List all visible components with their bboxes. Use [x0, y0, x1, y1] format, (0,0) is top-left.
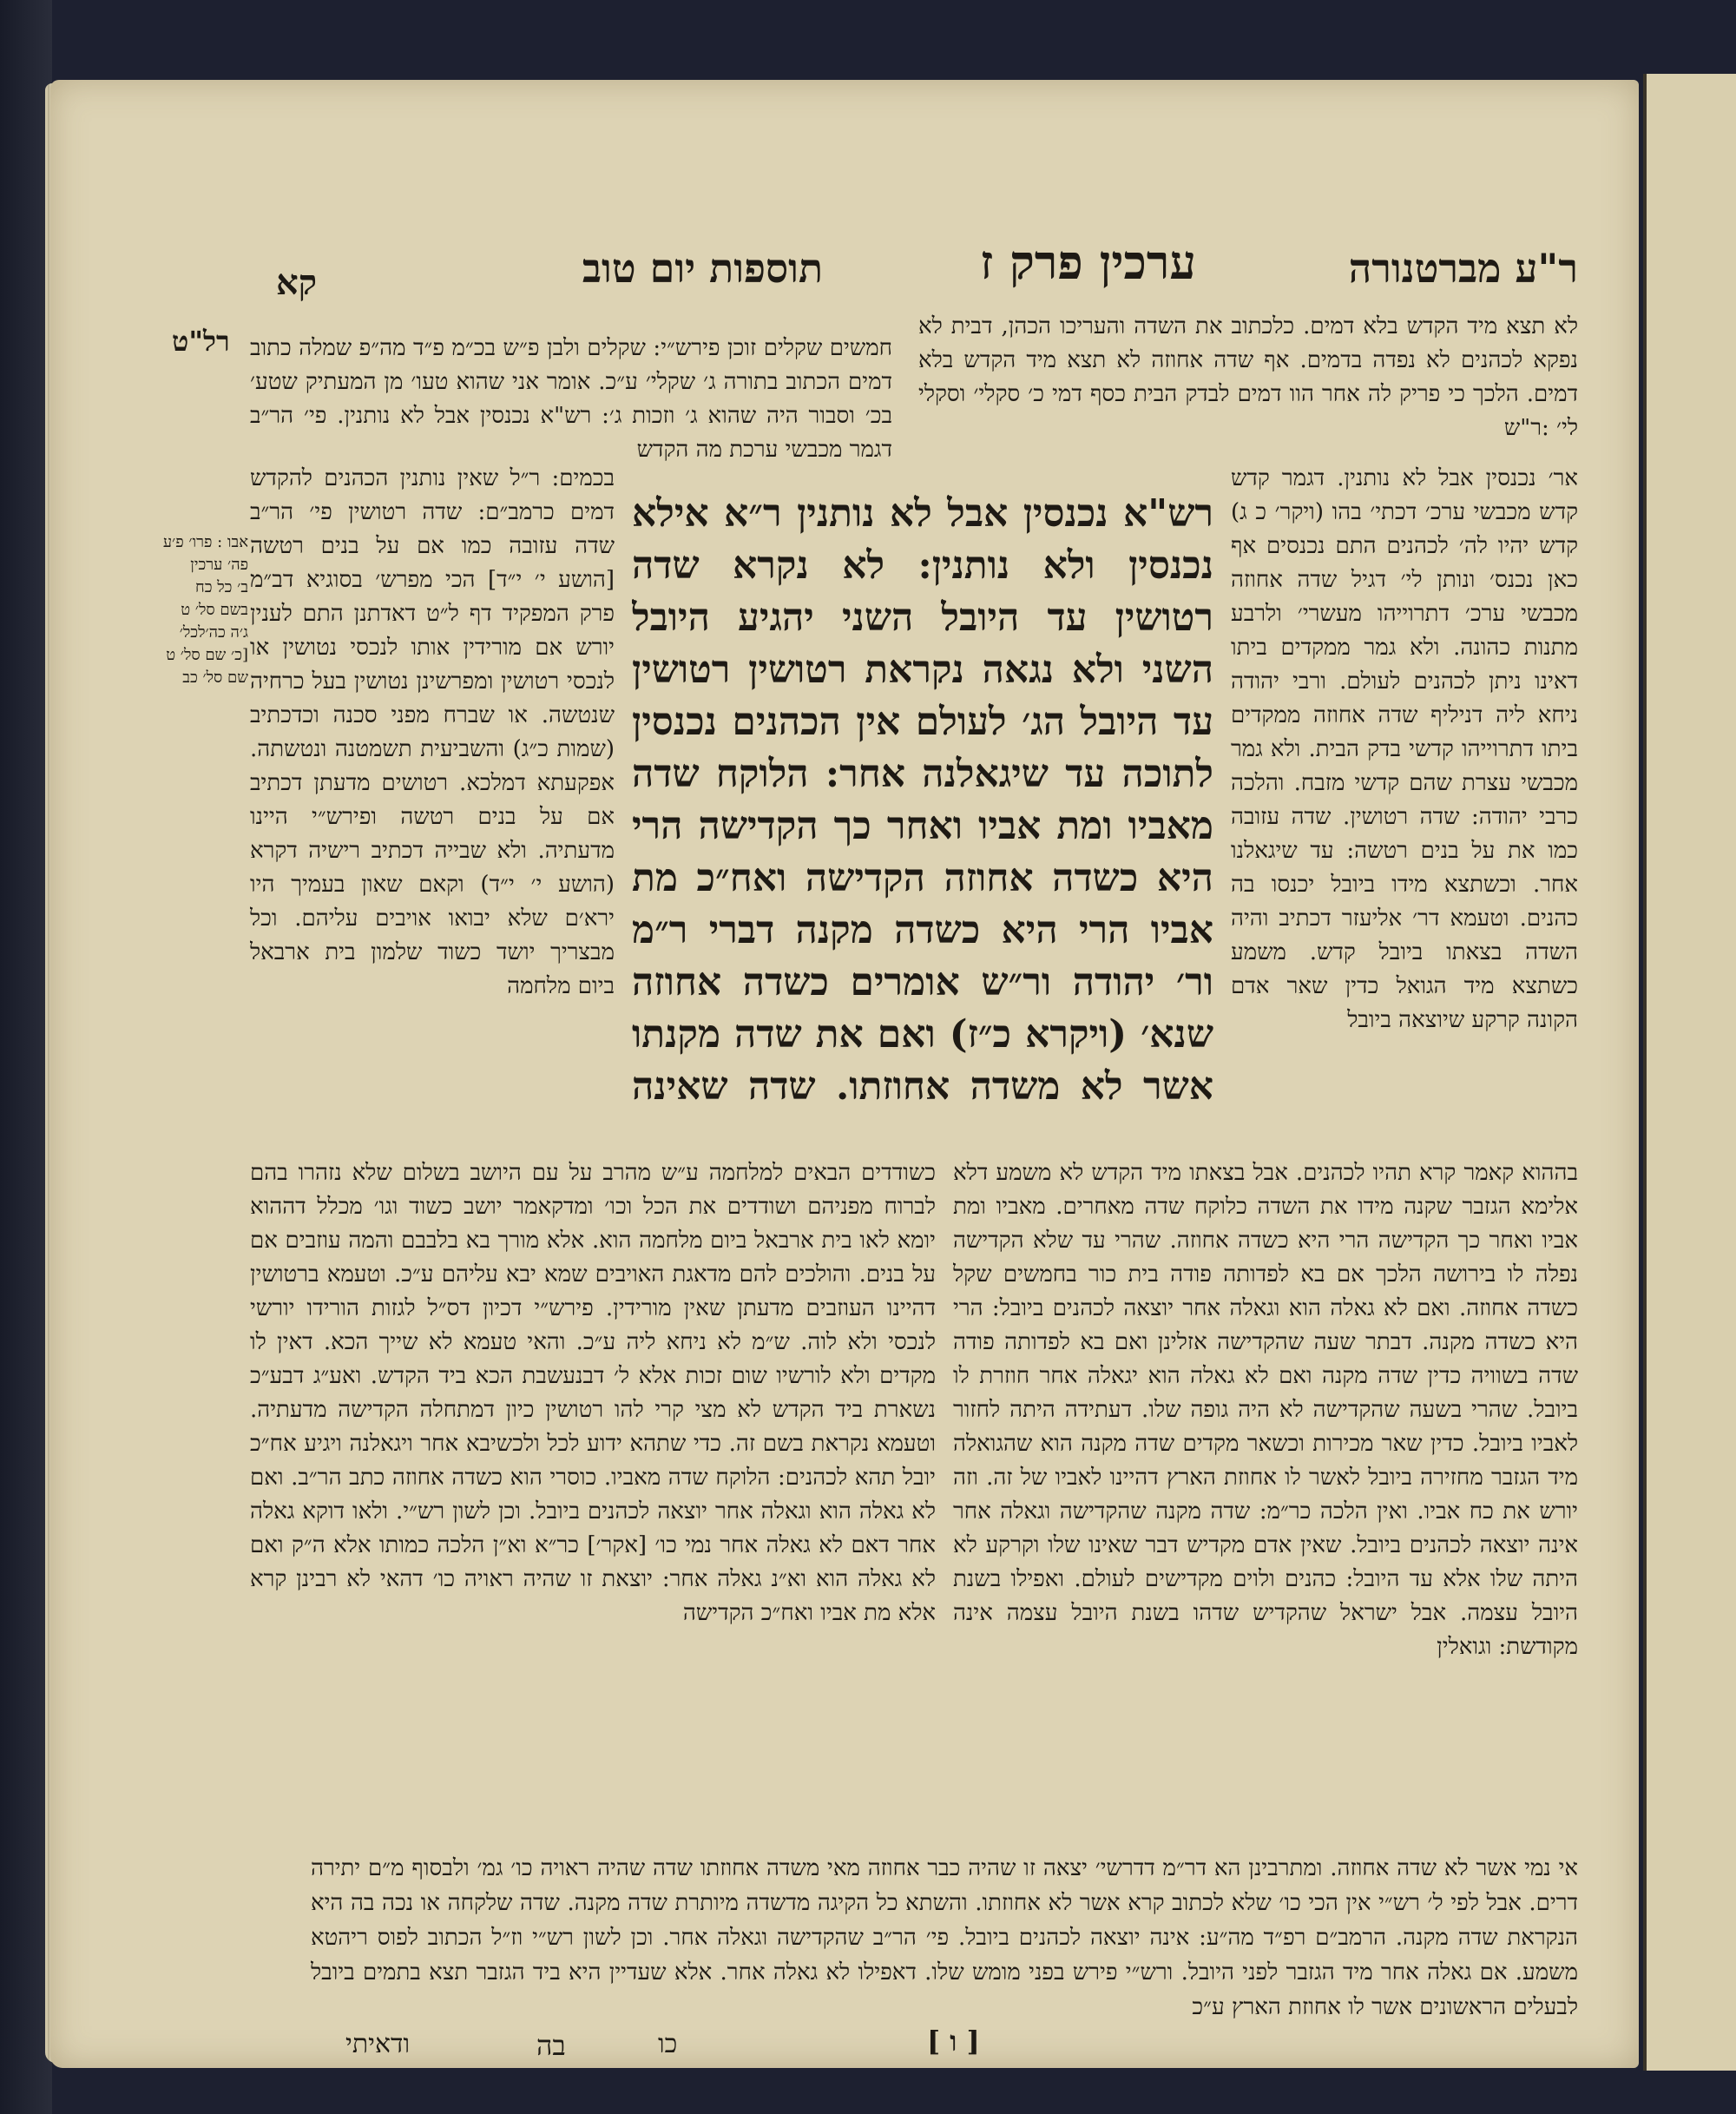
bartenura-top-text: לא תצא מיד הקדש בלא דמים. כלכתוב את השדה והעריכו הכהן, דבית לא נפקא לכהנים לא נפדה בדמים. אף שדה אחוזה לא תצא מיד הקדש בלא דמים. הלכך כי פריק לה אחר הוו דמים לבדק הבית כסף דמי כ׳ סקלי׳ וסקלי לי׳ :ר"ש — [918, 313, 1578, 441]
header-commentary-left: תוספות יום טוב — [582, 245, 823, 292]
catchword-left: ודאיתי — [345, 2029, 411, 2059]
facing-page-edge — [1643, 74, 1736, 2071]
bartenura-lower-text: בההוא קאמר קרא תהיו לכהנים. אבל בצאתו מיד הקדש לא משמע דלא אלימא הגזבר שקנה מידו את השדה כלוקח שדה מאחרים. מאביו ומת אביו ואחר כך הקדישה הרי היא כשדה אחוזה. שהרי עד שלא הקדישה נפלה לו בירושה הלכך אם בא לפדותה פודה בית כור בחמשים שקל כשדה אחוזה. ואם לא גאלה הוא וגאלה אחר יוצאה לכהנים ביובל: הרי היא כשדה מקנה. דבתר שעה שהקדישה אזלינן ואם בא לפדותה פודה שדה בשוויה כדין שדה מקנה ואם לא גאלה הוא יגאלה אחר חוזרת לו ביובל. שהרי בשעה שהקדישה לא היה גופה שלו. דעתידה היתה לחזור לאביו ביובל. כדין שאר מכירות וכשאר מקדים שדה מקנה הוא שהגואלה מיד הגזבר מחזירה ביובל לאשר לו אחוזת הארץ דהיינו לאביו של זה. וזה יורש את כח אביו. ואין הלכה כר״מ: שדה מקנה שהקדישה וגאלה אחר אינה יוצאה לכהנים ביובל. שאין אדם מקדיש דבר שאינו שלו וקרקע לא היתה שלו אלא עד היובל: כהנים ולוים מקדישים לעולם. ואפילו בשנת היובל עצמה. אבל ישראל שהקדיש שדהו בשנת היובל עצמה אינה מקודשת: וגואלין — [953, 1160, 1578, 1660]
bartenura-top — [918, 310, 1578, 449]
tosafot-top — [250, 332, 892, 471]
tosafot-column-text: בכמים: ר״ל שאין נותנין הכהנים להקדש דמים כרמב״ם: שדה רטושין פי׳ הר״ב שדה עזובה כמו אם על בנים רטשה [הושע י׳ י״ד] הכי מפרש׳ בסוגיא דב״מ פרק המפקיד דף ל״ט דאדתנן התם לענין יורש אם מורידין אותו לנכסי נטושין או לנכסי רטושין ומפרשינן נטושין בעל כרחיה שנטשה. או שברח מפני סכנה וכדכתיב (שמות כ״ג) והשביעית תשמטנה ונטשתה. אפקעתא דמלכא. רטושים מדעתן דכתיב אם על בנים רטשה ופירש״י היינו מדעתיה. ולא שבייה דכתיב רישיה דקרא (הושע י׳ י״ד) וקאם שאון בעמיך היו ירא׳ם שלא יבואו אויבים עליהם. וכל מבצריך יושד כשוד שלמון בית ארבאל ביום מלחמה — [250, 465, 615, 999]
tosafot-top-text: חמשים שקלים זוכן פירש״י: שקלים ולבן פ״ש בכ״מ פ״ד מה״פ שמלה כתוב דמים הכתוב בתורה ג׳ שקלי׳ ע״כ. אומר אני שהוא טעו׳ מן המעתיק שטע׳ בכ׳ וסבור היה שהוא ג׳ וזכות ג׳: רש"א נכנסין אבל לא נותנין. פי׳ הר״ב דגמר מכבשי ערכת מה הקדש — [250, 335, 892, 463]
bartenura-column — [1231, 462, 1578, 1156]
signature-mark: [ ו ] — [927, 2025, 980, 2058]
binding-shadow — [0, 0, 52, 2114]
tosafot-bottom-text: אי נמי אשר לא שדה אחוזה. ומתרבינן הא דר״מ דדרשי׳ יצאה זו שהיה כבר אחוזה מאי משדה אחוזתו שדה שהיה ראויה כו׳ גמ׳ ולבסוף מ״ם יתירה דרים. אבל לפי ל׳ רש״י אין הכי כו׳ שלא לכתוב קרא אשר לא אחוזתו. והשתא כל הקיגה מדשדה מיותרת שדה מקנה. שדה שלקחה או נכה בה היא הנקראת שדה מקנה. הרמב״ם רפ״ד מה״ע: אינה יוצאה לכהנים ביובל. פי׳ הר״ב שהקדישה וגאלה אחר. וכן לשון רש״י וז״ל הכתוב לפוס ריהטא משמע. אם גאלה אחר מיד הגזבר לפני היובל. ורש״י פירש בפני מומש שלו. דאפילו לא גאלה אחר. אלא שעדיין היא ביד הגזבר תצא בתמים ביובל לבעלים הראשונים אשר לו אחוזת הארץ ע״כ — [311, 1855, 1578, 2020]
header-commentary-right: ר"ע מברטנורה — [1348, 245, 1578, 292]
leaf-number: קא — [276, 262, 318, 303]
tosafot-column — [250, 462, 615, 1156]
tosafot-lower — [250, 1156, 936, 1851]
tosafot-lower-text: כשודדים הבאים למלחמה ע״ש מהרב על עם היושב בשלום שלא נזהרו בהם לברוח מפניהם ושודדים את הכל וכו׳ ומדקאמר יושב כשוד וגו׳ מכלל דההוא יומא לאו בית ארבאל ביום מלחמה הוא. אלא מורך בא בלבבם והמה עוזבים אם על בנים. והולכים להם מדאגת האויבים שמא יבא עליהם ע״כ. וטעמא ברטושין דהיינו העוזבים מדעתן שאין מורידין. פירש״י דכיון דס״ל לגזות הורידו יורשי לנכסי ולא לוה. ש״מ לא ניחא ליה ע״כ. והאי טעמא לא שייך הכא. דאין לו מקדים ולא לורשיו שום זכות אלא ל׳ דבנעשבת הכא ביד הקדש. ואע״ג דבע״כ נשארת ביד הקדש לא מצי קרי להו רטושין כיון דמתחלה הקדישה מדעתיה. וטעמא נקראת בשם זה. כדי שתהא ידוע לכל ולכשיבא אחר ויגאלנה ויגיע אח״כ יובל תהא לכהנים: הלוקח שדה מאביו. כוסרי הוא כשדה אחוזה כתב הר״ב. ואם לא גאלה הוא וגאלה אחר יוצאה לכהנים ביובל. וכן לשון רש״י. ולאו דוקא גאלה אחר דאם לא גאלה אחר נמי כו׳ [אקר׳] כר״א וא״ן הלכה כמותו אלא ה״ק ואם לא גאלה הוא וא״נ גאלה אחר: יוצאת זו שהיה ראויה כו׳ דהאי לא רבינן קרא אלא מת אביו ואח״כ הקדישה — [250, 1160, 936, 1626]
bartenura-column-text: אר׳ נכנסין אבל לא נותנין. דגמר קדש קדש מכבשי ערכ׳ דכתי׳ בהו (ויקר׳ כ ג) קדש יהיו לה׳ לכהנים התם נכנסים אף כאן נכנס׳ ונותן לי׳ דגיל שדה אחוזה מכבשי ערכ׳ דתרוייהו מעשרי׳ ולרבע מתנות כהונה. ולא גמר ממקדים ביתו דאינו ניתן לכהנים לעולם. ורבי יהודה ניחא ליה דניליף שדה אחוזה ממקדים ביתו דתרוייהו קדשי בדק הבית. ולא גמר מכבשי עצרת שהם קדשי מזבח. והלכה כרבי יהודה: שדה רטושין. שדה עזובה כמו את על בנים רטשה: עד שיגאלנו אחר. וכשתצא מידו ביובל יכנסו בה כהנים. וטעמא דר׳ אליעזר דכתיב והיה השדה בצאתו ביובל קדש. משמע כשתצא מיד הגואל כדין שאר אדם הקונה קרקע שיוצאה ביובל — [1231, 465, 1578, 1033]
folio-mark: בה — [536, 2029, 566, 2062]
catchword-mid: כו — [658, 2029, 678, 2059]
corner-mark: רל"ט — [172, 325, 230, 358]
mishnah-body: רש"א נכנסין אבל לא נותנין ר״א אילא נכנסין ולא נותנין: לא נקרא שדה רטושין עד היובל השני יהגיע היובל השני ולא נגאה נקראת רטושין רטושין עד היובל הג׳ לעולם אין הכהנים נכנסין לתוכה עד שיגאלנה אחר: הלוקח שדה מאביו ומת אביו ואחר כך הקדישה הרי היא כשדה אחוזה הקדישה ואח״כ מת אביו הרי היא כשדה מקנה דברי ר״מ ור׳ יהודה ור״ש אומרים כשדה אחוזה שנא׳ (ויקרא כ״ז) ואם את שדה מקנתו אשר לא משדה אחוזתו. שדה שאינה — [632, 491, 1213, 1109]
margin-references: אבו : פרו׳ פ׳ע פה׳ ערכין ב׳ כל כח בשם סל׳ ט ג׳ה כה׳לכל׳ [כ׳ שם סל׳ ט שם סל׳ כב — [162, 533, 248, 687]
mishnah-text — [632, 488, 1213, 1113]
book-page — [50, 80, 1639, 2068]
tosafot-bottom — [311, 1851, 1578, 2025]
header-tractate: ערכין פרק ז — [980, 234, 1196, 290]
bartenura-lower — [953, 1156, 1578, 1799]
